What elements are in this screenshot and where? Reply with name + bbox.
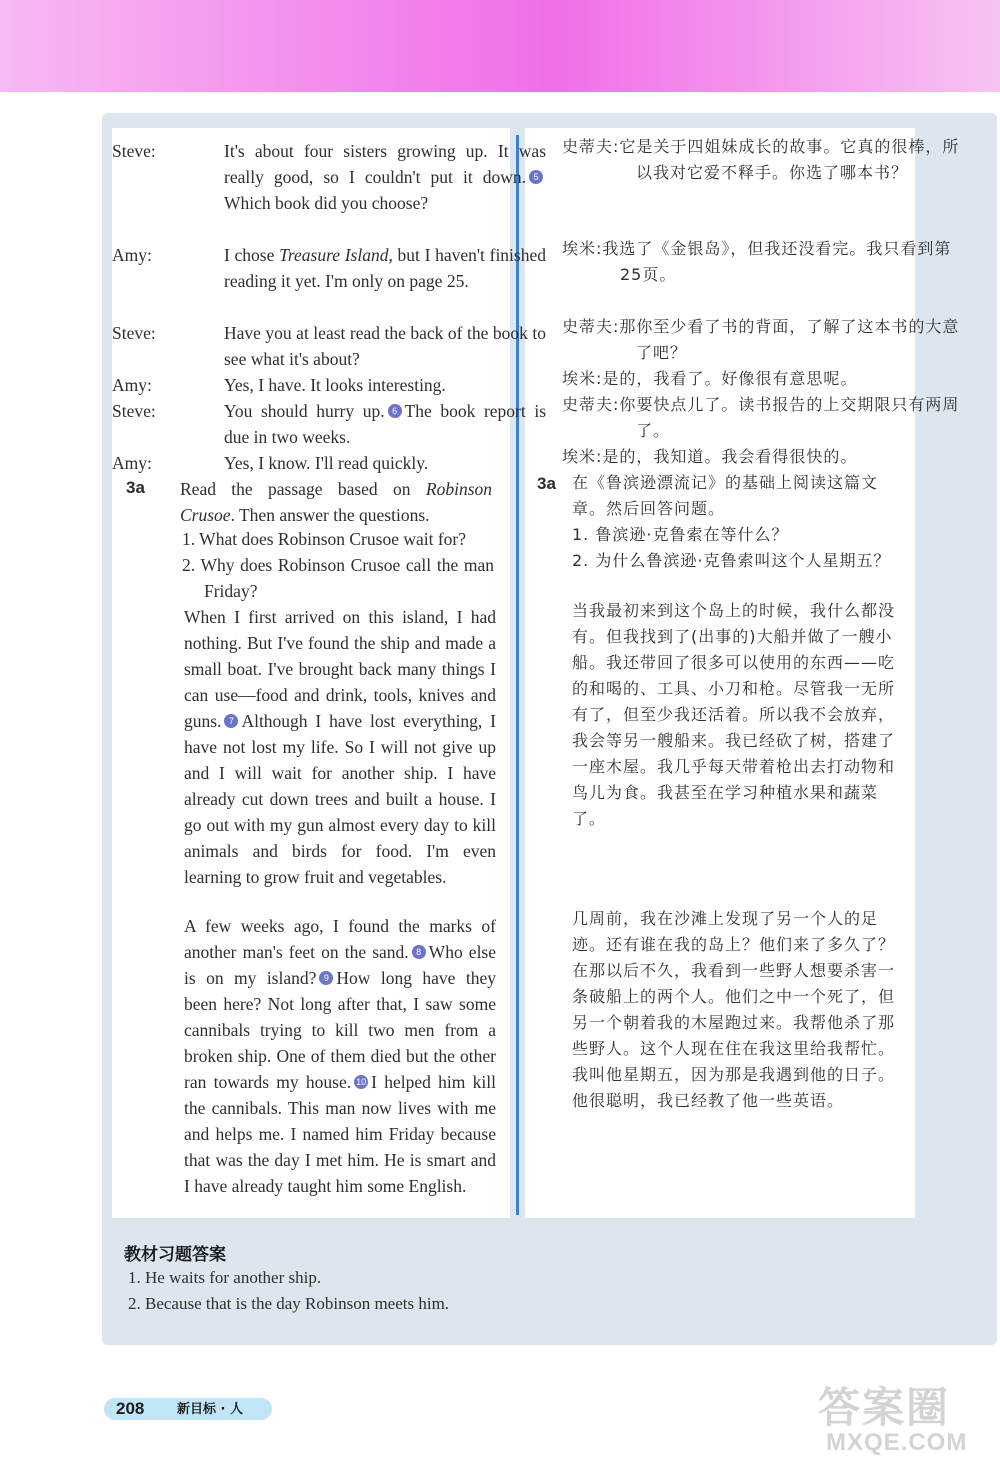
dialogue-line-en: Steve: Have you at least read the back of the book to see what it's about? [112, 323, 546, 369]
note-marker-icon: 6 [388, 404, 402, 418]
section-label-zh: 3a [537, 474, 556, 493]
dialogue-line-zh: 史蒂夫:那你至少看了书的背面，了解了这本书的大意了吧？ [562, 317, 960, 362]
dialogue-line-en: Steve: It's about four sisters growing up. It was really good, so I couldn't put it down. 5Which book did you choose? [112, 141, 546, 213]
question-zh: 2. 为什么鲁滨逊·克鲁索叫这个人星期五？ [572, 551, 891, 570]
page-number: 208 [116, 1399, 145, 1418]
watermark-url: MXQE.COM [826, 1429, 968, 1456]
question-en: 2. Why does Robinson Crusoe call the man Friday? [182, 555, 494, 601]
dialogue-line-zh: 埃米:是的，我知道。我会看得很快的。 [562, 447, 858, 466]
section-label-en: 3a [126, 478, 145, 497]
dialogue-line-en: Steve: You should hurry up. 6 The book report is due in two weeks. [112, 401, 547, 447]
dialogue-line-en: Amy: Yes, I know. I'll read quickly. [112, 453, 429, 473]
note-marker-icon: 8 [412, 945, 426, 959]
note-marker-icon: 9 [319, 971, 333, 985]
dialogue-line-zh: 埃米:是的，我看了。好像很有意思呢。 [562, 369, 858, 388]
section-instruction-en: Read the passage based on Robinson Crusoe. Then answer the questions. [180, 479, 493, 525]
passage-paragraph-zh: 几周前，我在沙滩上发现了另一个人的足迹。还有谁在我的岛上？他们来了多久了？在那以后不久，我看到一些野人想要杀害一条破船上的两个人。他们之中一个死了，但另一个朝着我的木屋跑过来。我帮他杀了那些野人。这个人现在住在我这里给我帮忙。我叫他星期五，因为那是我遇到他的日子。他很聪明，我已经教了他一些英语。 [572, 909, 896, 1110]
column-divider [516, 135, 519, 1215]
dialogue-line-en: Amy: Yes, I have. It looks interesting. [112, 375, 446, 395]
note-marker-icon: 7 [224, 714, 238, 728]
dialogue-line-zh: 史蒂夫:它是关于四姐妹成长的故事。它真的很棒，所以我对它爱不释手。你选了哪本书？ [562, 137, 960, 182]
answer-item: 2. Because that is the day Robinson meets him. [128, 1294, 450, 1313]
passage-paragraph-en: When I first arrived on this island, I had nothing. But I've found the ship and made a small boat. I've brought back many things I can use—food and drink, tools, knives and guns. 7 Although I have lost everything, I have not lost my life. So I will not give up and I will wait for another ship. I have already cut down trees and built a house. I go out with my gun almost every day to kill animals and birds for food. I'm even learning to grow fruit and vegetables. [184, 607, 496, 887]
section-instruction-zh: 在《鲁滨逊漂流记》的基础上阅读这篇文章。然后回答问题。 [572, 473, 879, 518]
top-banner [0, 0, 1000, 92]
dialogue-line-en: Amy: I chose Treasure Island, but I haven't finished reading it yet. I'm only on page 25. [112, 245, 546, 291]
answer-item: 1. He waits for another ship. [128, 1268, 322, 1287]
note-marker-icon: 10 [356, 1077, 367, 1087]
note-marker-icon: 5 [529, 170, 543, 184]
watermark-logo [790, 1375, 990, 1455]
watermark-logo-text: 答案圈 [818, 1383, 951, 1432]
question-en: 1. What does Robinson Crusoe wait for? [182, 529, 467, 549]
answers-title: 教材习题答案 [124, 1245, 226, 1265]
series-label: 新目标 · 人 [177, 1402, 243, 1417]
passage-paragraph-zh: 当我最初来到这个岛上的时候，我什么都没有。但我找到了(出事的)大船并做了一艘小船。我还带回了很多可以使用的东西——吃的和喝的、工具、小刀和枪。尽管我一无所有了，但至少我还活着。所以我不会放弃，我会等另一艘船来。我已经砍了树，搭建了一座木屋。我几乎每天带着枪出去打动物和鸟儿为食。我甚至在学习种植水果和蔬菜了。 [572, 601, 896, 828]
dialogue-line-zh: 史蒂夫:你要快点儿了。读书报告的上交期限只有两周了。 [562, 395, 960, 440]
dialogue-line-zh: 埃米:我选了《金银岛》，但我还没看完。我只看到第25页。 [562, 239, 952, 284]
question-zh: 1. 鲁滨逊·克鲁索在等什么？ [572, 525, 789, 544]
passage-paragraph-en: A few weeks ago, I found the marks of another man's feet on the sand. 8 Who else is on my island? 9 How long have they been here? Not long after that, I saw some cannibals trying to kill two men from a broken ship. One of them died but the other ran towards my house. 10 I helped him kill the cannibals. This man now lives with me and helps me. I named him Friday because that was the day I met him. He is smart and I have already taught him some English. [184, 916, 497, 1196]
